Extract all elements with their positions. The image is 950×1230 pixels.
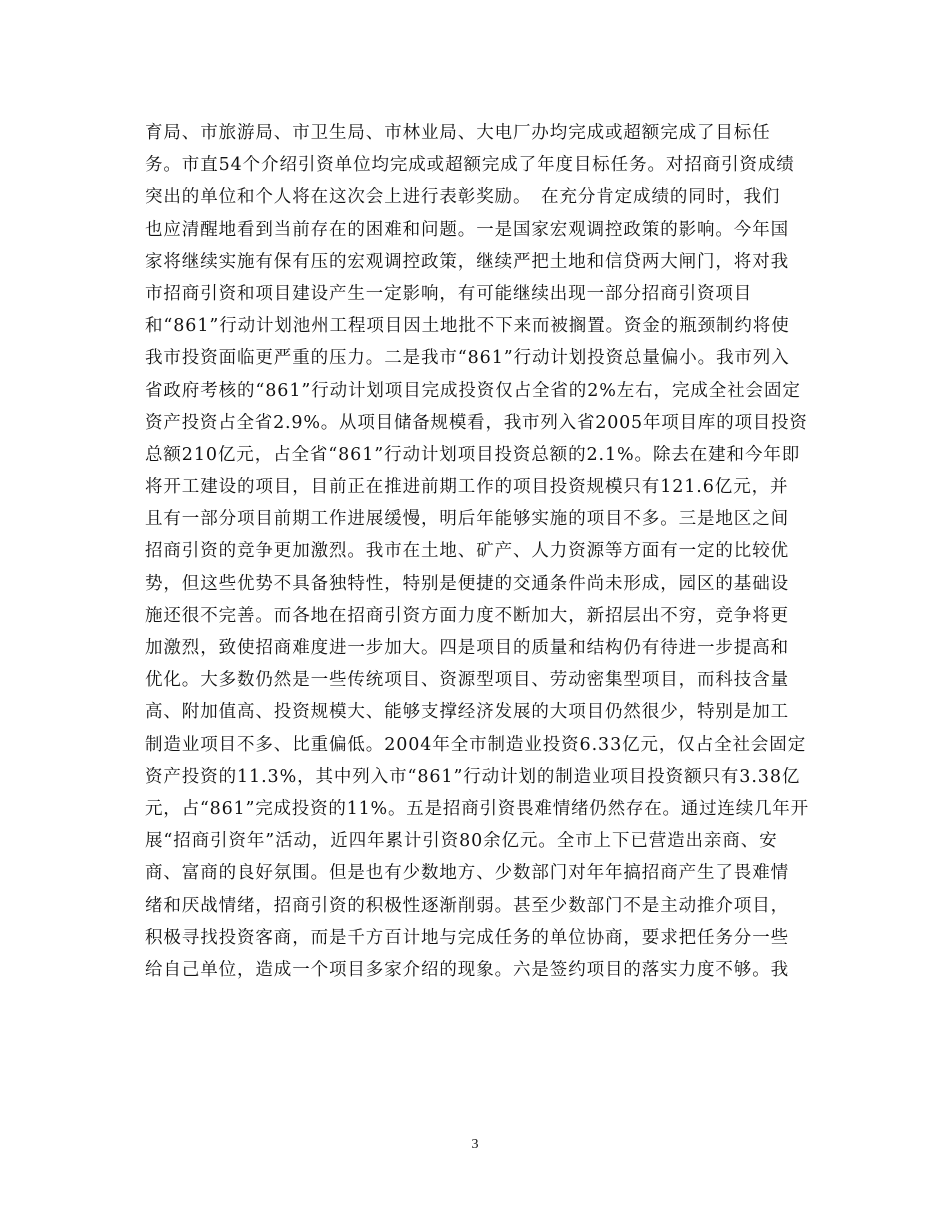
text-line: 高、附加值高、投资规模大、能够支撑经济发展的大项目仍然很少，特别是加工 [145,702,789,723]
text-line: 总额210亿元，占全省“861”行动计划项目投资总额的2.1%。除去在建和今年即 [145,444,801,465]
text-line: 且有一部分项目前期工作进展缓慢，明后年能够实施的项目不多。三是地区之间 [145,509,789,530]
text-line: 我市投资面临更严重的压力。二是我市“861”行动计划投资总量偏小。我市列入 [145,348,790,369]
text-line: 势，但这些优势不具备独特性，特别是便捷的交通条件尚未形成，园区的基础设 [145,573,789,594]
text-line: 施还很不完善。而各地在招商引资方面力度不断加大，新招层出不穷，竞争将更 [145,605,789,626]
text-line: 育局、市旅游局、市卫生局、市林业局、大电厂办均完成或超额完成了目标任 [145,123,771,143]
text-line: 突出的单位和个人将在这次会上进行表彰奖励。 在充分肯定成绩的同时，我们 [145,187,781,208]
text-line: 元，占“861”完成投资的11%。五是招商引资畏难情绪仍然存在。通过连续几年开 [145,798,809,819]
text-line: 和“861”行动计划池州工程项目因土地批不下来而被搁置。资金的瓶颈制约将使 [145,316,790,337]
text-line: 加激烈，致使招商难度进一步加大。四是项目的质量和结构仍有待进一步提高和 [145,638,789,658]
text-line: 绪和厌战情绪，招商引资的积极性逐渐削弱。甚至少数部门不是主动推介项目， [145,895,789,916]
text-line: 给自己单位，造成一个项目多家介绍的现象。六是签约项目的落实力度不够。我 [145,959,789,980]
text-line: 将开工建设的项目，目前正在推进前期工作的项目投资规模只有121.6亿元，并 [145,477,789,498]
page-number: 3 [471,1137,479,1152]
text-line: 商、富商的良好氛围。但是也有少数地方、少数部门对年年搞招商产生了畏难情 [145,863,789,884]
text-line: 招商引资的竞争更加激烈。我市在土地、矿产、人力资源等方面有一定的比较优 [145,541,789,562]
text-line: 家将继续实施有保有压的宏观调控政策，继续严把土地和信贷两大闸门，将对我 [145,251,789,272]
text-line: 市招商引资和项目建设产生一定影响，有可能继续出现一部分招商引资项目 [145,283,753,304]
text-line: 制造业项目不多、比重偏低。2004年全市制造业投资6.33亿元，仅占全社会固定 [145,734,807,755]
text-line: 省政府考核的“861”行动计划项目完成投资仅占全省的2%左右，完成全社会固定 [145,380,801,401]
text-line: 积极寻找投资客商，而是千方百计地与完成任务的单位协商，要求把任务分一些 [145,927,789,948]
text-line: 务。市直54个介绍引资单位均完成或超额完成了年度目标任务。对招商引资成绩 [145,155,795,176]
text-line: 也应清醒地看到当前存在的困难和问题。一是国家宏观调控政策的影响。今年国 [145,219,789,240]
body-text [145,117,810,986]
text-line: 展“招商引资年”活动，近四年累计引资80余亿元。全市上下已营造出亲商、安 [145,831,778,852]
text-line: 资产投资的11.3%，其中列入市“861”行动计划的制造业项目投资额只有3.38亿 [145,766,801,787]
text-line: 资产投资占全省2.9%。从项目储备规模看，我市列入省2005年项目库的项目投资 [145,412,808,433]
text-line: 优化。大多数仍然是一些传统项目、资源型项目、劳动密集型项目，而科技含量 [145,670,789,691]
